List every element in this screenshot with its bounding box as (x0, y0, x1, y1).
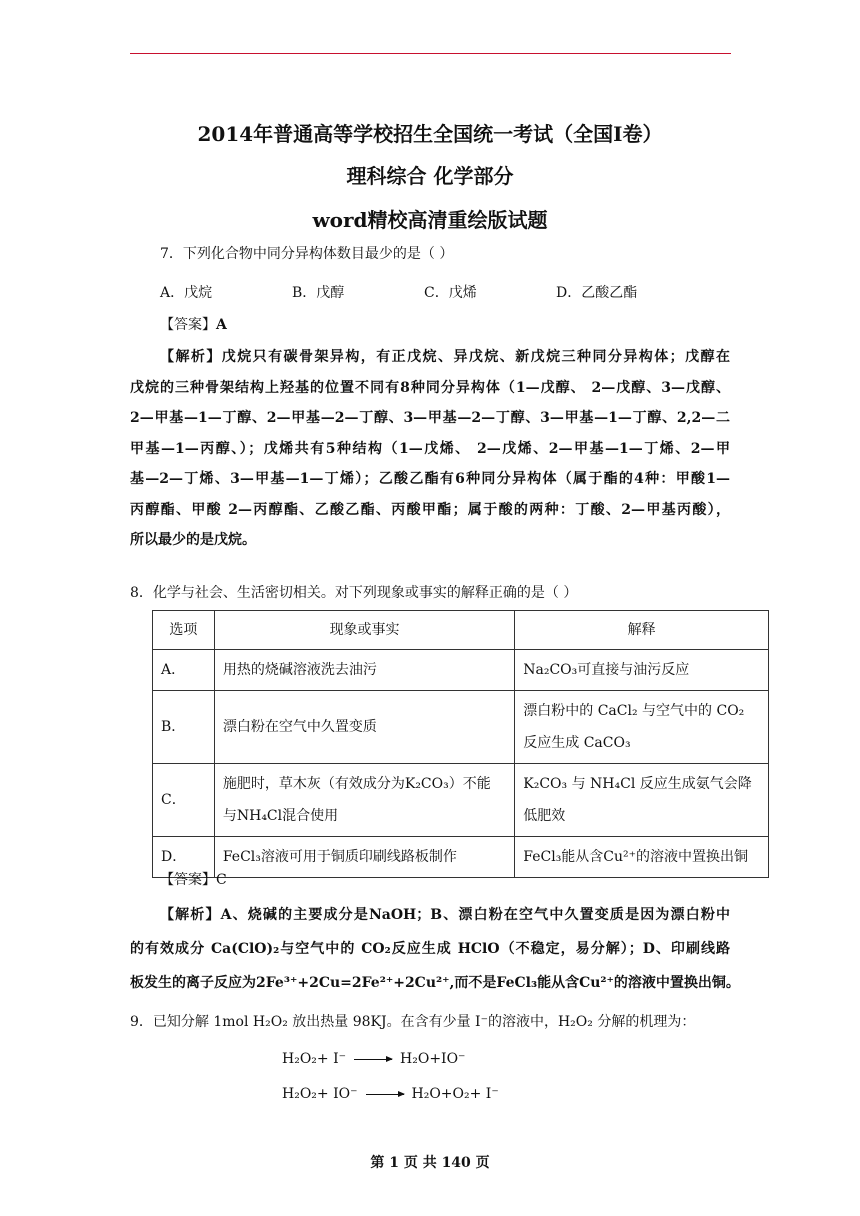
reaction-arrow-icon (366, 1094, 404, 1095)
table-cell-option: D． (153, 837, 215, 878)
fact-line: 漂白粉在空气中久置变质 (222, 719, 377, 735)
answer-label: 【答案】 (160, 317, 216, 333)
document-subtitle-2: word精校高清重绘版试题 (312, 208, 548, 232)
explanation-line: 漂白粉中的 CaCl₂ 与空气中的 CO₂ (523, 703, 745, 719)
reactants: H₂O₂+ I⁻ (282, 1051, 347, 1067)
header-rule (130, 53, 731, 54)
table-cell-option: A． (153, 650, 215, 691)
answer-label: 【答案】 (160, 872, 216, 888)
explanation-line: 反应生成 CaCO₃ (523, 735, 631, 751)
q7-option-b: B．戊醇 (292, 285, 345, 301)
mechanism-step-1 (282, 1051, 465, 1067)
document-title: 2014年普通高等学校招生全国统一考试（全国I卷） (197, 122, 663, 146)
answer-value: A (216, 317, 227, 333)
q9-stem: 9．已知分解 1mol H₂O₂ 放出热量 98KJ。在含有少量 I⁻的溶液中，H₂O₂ 分解的机理为： (130, 1014, 696, 1030)
reaction-arrow-icon (354, 1059, 392, 1060)
table-row (153, 837, 769, 878)
fact-line: 施肥时，草木灰（有效成分为K₂CO₃）不能 (222, 776, 491, 792)
explanation-line: K₂CO₃ 与 NH₄Cl 反应生成氨气会降 (523, 776, 752, 792)
analysis-line: 板发生的离子反应为2Fe³⁺+2Cu=2Fe²⁺+2Cu²⁺,而不是FeCl₃能从含Cu²⁺的溶液中置换出铜。 (130, 975, 740, 991)
table-cell-option: B． (153, 691, 215, 764)
table-row (153, 650, 769, 691)
table-cell-fact (214, 650, 514, 691)
analysis-line: 戊烷的三种骨架结构上羟基的位置不同有8种同分异构体（1—戊醇、 2—戊醇、3—戊醇、 (130, 379, 730, 396)
analysis-line: 2—甲基—1—丁醇、2—甲基—2—丁醇、3—甲基—2—丁醇、3—甲基—1—丁醇、2,2—二 (130, 410, 730, 426)
table-cell-explanation (515, 764, 769, 837)
fact-line: 用热的烧碱溶液洗去油污 (222, 662, 377, 678)
table-header-row (153, 611, 769, 650)
q8-table (152, 610, 769, 878)
q7-analysis (130, 342, 730, 556)
analysis-line: 【解析】A、烧碱的主要成分是NaOH；B、漂白粉在空气中久置变质是因为漂白粉中 (160, 907, 730, 923)
table-header: 现象或事实 (214, 611, 514, 650)
products: H₂O+O₂+ I⁻ (411, 1086, 499, 1102)
q7-option-d: D．乙酸乙酯 (556, 285, 638, 301)
reactants: H₂O₂+ IO⁻ (282, 1086, 358, 1102)
answer-value: C (216, 872, 227, 888)
fact-line: 与NH₄Cl混合使用 (222, 808, 339, 824)
analysis-line: 甲基—1—丙醇、）；戊烯共有5种结构（1—戊烯、 2—戊烯、2—甲基—1—丁烯、2—甲 (130, 440, 730, 457)
analysis-line: 的有效成分 Ca(ClO)₂与空气中的 CO₂反应生成 HClO（不稳定，易分解）；D、印刷线路 (130, 941, 730, 957)
table-header: 选项 (153, 611, 215, 650)
q7-answer (160, 315, 227, 335)
products: H₂O+IO⁻ (400, 1051, 466, 1067)
analysis-line: 丙醇酯、甲酸 2—丙醇酯、乙酸乙酯、丙酸甲酯；属于酸的两种：丁酸、2—甲基丙酸）， (130, 501, 730, 518)
table-cell-fact (214, 764, 514, 837)
q8-analysis (130, 898, 740, 1000)
table-cell-explanation (515, 691, 769, 764)
table-cell-fact (214, 691, 514, 764)
q8-stem: 8．化学与社会、生活密切相关。对下列现象或事实的解释正确的是（ ） (130, 585, 578, 601)
analysis-line: 所以最少的是戊烷。 (130, 532, 256, 548)
table-row (153, 764, 769, 837)
document-subtitle: 理科综合 化学部分 (346, 164, 514, 188)
q7-option-a: A．戊烷 (160, 285, 213, 301)
analysis-line: 【解析】戊烷只有碳骨架异构，有正戊烷、异戊烷、新戊烷三种同分异构体；戊醇在 (160, 349, 730, 365)
table-cell-fact (214, 837, 514, 878)
analysis-line: 基—2—丁烯、3—甲基—1—丁烯）；乙酸乙酯有6种同分异构体（属于酯的4种：甲酸1— (130, 471, 730, 487)
q8-answer (160, 870, 227, 890)
q7-option-c: C．戊烯 (424, 285, 477, 301)
explanation-line: FeCl₃能从含Cu²⁺的溶液中置换出铜 (523, 849, 749, 865)
mechanism-step-2 (282, 1086, 499, 1102)
q7-stem: 7．下列化合物中同分异构体数目最少的是（ ） (160, 246, 454, 262)
explanation-line: Na₂CO₃可直接与油污反应 (523, 662, 690, 678)
table-cell-explanation (515, 837, 769, 878)
table-cell-option: C． (153, 764, 215, 837)
fact-line: FeCl₃溶液可用于铜质印刷线路板制作 (222, 849, 457, 865)
explanation-line: 低肥效 (523, 808, 566, 824)
page-number: 第 1 页 共 140 页 (370, 1155, 490, 1171)
table-cell-explanation (515, 650, 769, 691)
table-header: 解释 (515, 611, 769, 650)
table-row (153, 691, 769, 764)
